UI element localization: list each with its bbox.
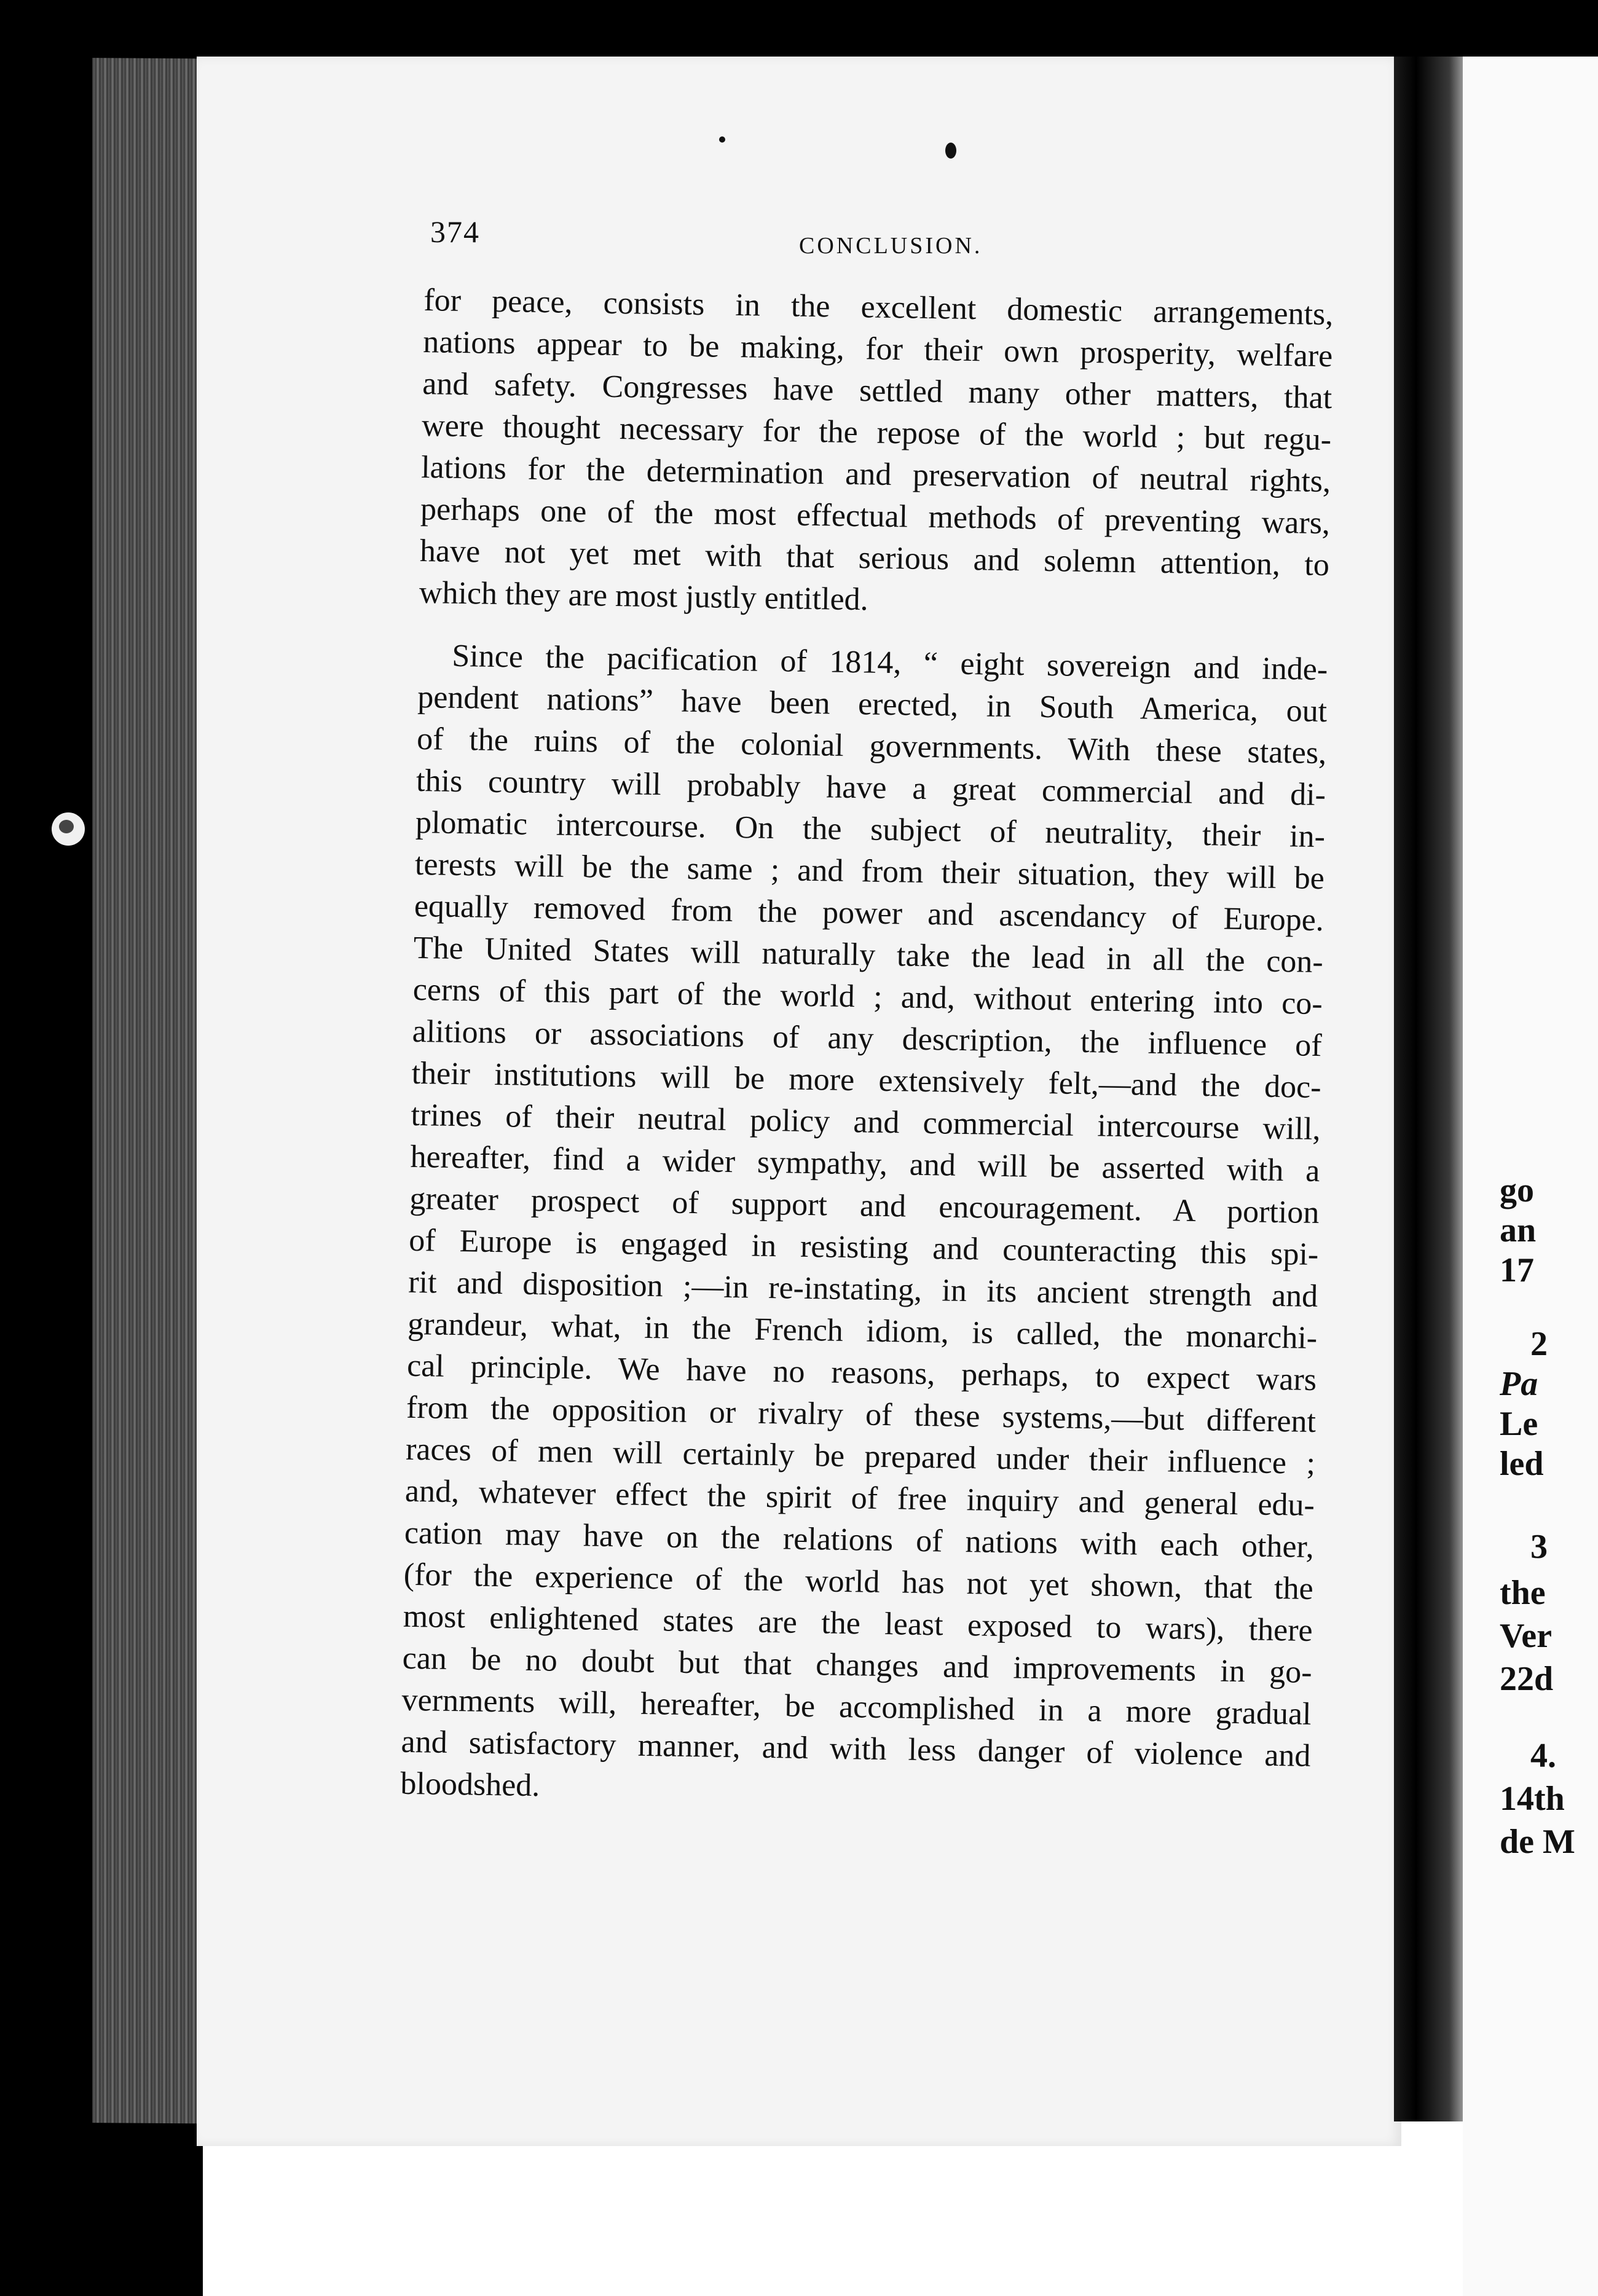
text-line: grandeur, what, in the French idiom, is called, the monarchi- bbox=[407, 1306, 1318, 1356]
text-line: terests will be the same ; and from their situation, they will be bbox=[414, 846, 1325, 897]
text-line: for peace, consists in the excellent domestic arrangements, bbox=[423, 282, 1334, 332]
facing-page-fragment: 17 bbox=[1500, 1251, 1534, 1289]
text-line: can be no doubt but that changes and improvements in go- bbox=[402, 1640, 1313, 1690]
text-line: greater prospect of support and encouragement. A portion bbox=[409, 1181, 1320, 1231]
scan-speck bbox=[945, 143, 956, 159]
facing-page-fragment: 2 bbox=[1530, 1325, 1548, 1363]
text-line: were thought necessary for the repose of the world ; but regu- bbox=[421, 407, 1332, 458]
text-line: cerns of this part of the world ; and, without entering into co- bbox=[412, 972, 1323, 1022]
running-title: CONCLUSION. bbox=[799, 233, 983, 259]
facing-page-fragment: an bbox=[1500, 1211, 1537, 1249]
text-line: (for the experience of the world has not yet shown, that the bbox=[403, 1557, 1314, 1606]
facing-page bbox=[1463, 57, 1598, 2296]
facing-page-fragment: 22d bbox=[1500, 1660, 1554, 1698]
text-line: hereafter, find a wider sympathy, and will be asserted with a bbox=[410, 1139, 1320, 1189]
scan-speck bbox=[719, 136, 725, 143]
text-line: and, whatever effect the spirit of free inquiry and general edu- bbox=[404, 1473, 1315, 1523]
text-line: cal principle. We have no reasons, perhaps, to expect wars bbox=[406, 1348, 1317, 1398]
text-line: and safety. Congresses have settled many other matters, that bbox=[422, 366, 1332, 416]
facing-page-fragment: 14th bbox=[1500, 1780, 1565, 1818]
paragraph bbox=[400, 635, 1328, 1819]
text-line: cation may have on the relations of nations with each other, bbox=[404, 1515, 1315, 1565]
text-line: of the ruins of the colonial governments. With these states, bbox=[416, 721, 1327, 771]
text-line: perhaps one of the most effectual methods of preventing wars, bbox=[420, 491, 1331, 541]
facing-page-fragment: go bbox=[1500, 1171, 1534, 1209]
facing-page-fragment: Pa bbox=[1500, 1365, 1538, 1403]
text-line: this country will probably have a great commercial and di- bbox=[415, 763, 1326, 813]
text-line: nations appear to be making, for their own prosperity, welfare bbox=[422, 324, 1333, 374]
text-line: trines of their neutral policy and commercial intercourse will, bbox=[411, 1097, 1321, 1147]
text-line: plomatic intercourse. On the subject of neutrality, their in- bbox=[415, 804, 1326, 855]
paragraph bbox=[419, 280, 1333, 628]
facing-page-fragment: led bbox=[1500, 1445, 1544, 1483]
facing-page-fragment: de M bbox=[1500, 1823, 1575, 1861]
facing-page-fragment: Le bbox=[1500, 1405, 1538, 1443]
scan-speck bbox=[59, 820, 74, 833]
text-line: lations for the determination and preservation of neutral rights, bbox=[420, 449, 1331, 500]
facing-page-fragment: Ver bbox=[1500, 1617, 1553, 1655]
facing-page-fragment: 3 bbox=[1530, 1528, 1548, 1566]
text-line: alitions or associations of any description, the influence of bbox=[412, 1013, 1323, 1064]
text-line: rit and disposition ;—in re-instating, in its ancient strength and bbox=[407, 1264, 1318, 1315]
text-line: Since the pacification of 1814, “ eight sovereign and inde- bbox=[451, 638, 1328, 688]
text-line: and satisfactory manner, and with less danger of violence and bbox=[401, 1724, 1311, 1774]
text-line: which they are most justly entitled. bbox=[419, 575, 869, 618]
text-line: of Europe is engaged in resisting and counteracting this spi- bbox=[408, 1222, 1319, 1273]
text-line: equally removed from the power and ascendancy of Europe. bbox=[414, 888, 1324, 938]
scan-border-top bbox=[0, 0, 1598, 57]
text-line: most enlightened states are the least exposed to wars), there bbox=[403, 1598, 1313, 1648]
text-line: races of men will certainly be prepared under their influence ; bbox=[405, 1431, 1316, 1482]
text-line: The United States will naturally take the lead in all the con- bbox=[413, 930, 1324, 980]
text-line: bloodshed. bbox=[400, 1766, 540, 1804]
page-number: 374 bbox=[430, 214, 480, 249]
text-line: have not yet met with that serious and solemn attention, to bbox=[419, 533, 1330, 583]
text-line: from the opposition or rivalry of these systems,—but different bbox=[406, 1390, 1317, 1440]
text-line: vernments will, hereafter, be accomplished in a more gradual bbox=[401, 1682, 1312, 1732]
facing-page-fragment: the bbox=[1500, 1574, 1546, 1612]
text-line: pendent nations” have been erected, in South America, out bbox=[417, 679, 1328, 729]
body-text bbox=[400, 280, 1334, 1819]
facing-page-fragment: 4. bbox=[1530, 1737, 1556, 1775]
text-line: their institutions will be more extensively felt,—and the doc- bbox=[411, 1055, 1321, 1106]
book-gutter bbox=[1394, 57, 1468, 2121]
